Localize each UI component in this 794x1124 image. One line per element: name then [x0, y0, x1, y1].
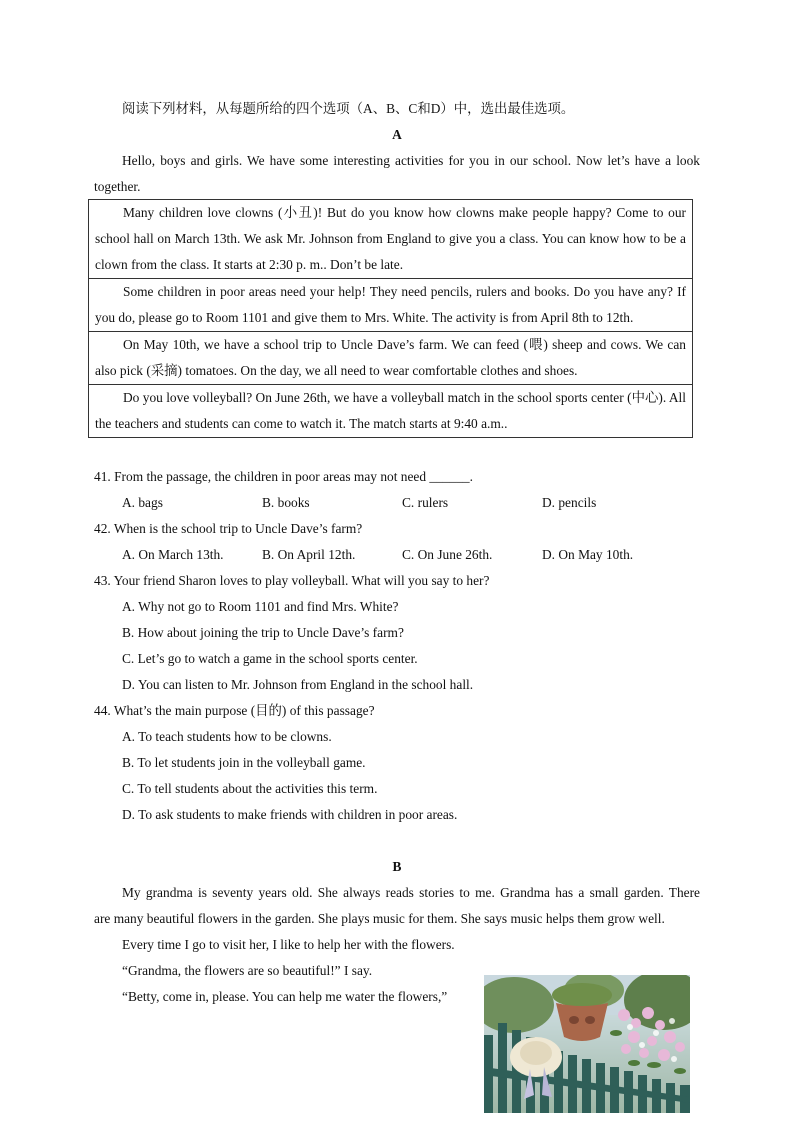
option-d[interactable]: D. pencils	[542, 495, 597, 510]
option-c[interactable]: C. To tell students about the activities this term.	[122, 781, 378, 796]
option-a[interactable]: A. Why not go to Room 1101 and find Mrs. White?	[122, 599, 399, 614]
question-43-stem: 43. Your friend Sharon loves to play volleyball. What will you say to her?	[94, 573, 490, 588]
option-c[interactable]: C. Let’s go to watch a game in the school sports center.	[122, 651, 418, 666]
passage-b-paragraph-4: “Betty, come in, please. You can help me water the flowers,”	[122, 989, 448, 1004]
activity-text-donation: Some children in poor areas need your help! They need pencils, rulers and books. Do you have any? If you do, please go to Room 1101 and give them to Mrs. White. The activity is from April 8th to 12th.	[95, 284, 686, 325]
option-a[interactable]: A. To teach students how to be clowns.	[122, 729, 332, 744]
activity-cell	[89, 385, 693, 438]
question-42-options	[122, 547, 682, 563]
passage-a-intro-line-2: together.	[94, 179, 141, 194]
activity-row-farm-trip	[89, 332, 693, 385]
passage-b-p1-line-1: My grandma is seventy years old. She always reads stories to me. Grandma has a small garden. There	[122, 885, 700, 900]
activity-text-clown: Many children love clowns (小丑)! But do you know how clowns make people happy? Come to our school hall on March 13th. We ask Mr. Johnson from England to give you a class. You can know how to be a clown from the class. It starts at 2:30 p. m.. Don’t be late.	[95, 205, 686, 272]
activity-text-farm-trip: On May 10th, we have a school trip to Uncle Dave’s farm. We can feed (喂) sheep and cows. We can also pick (采摘) tomatoes. On the day, we all need to wear comfortable clothes and shoes.	[95, 337, 686, 378]
activity-row-clown	[89, 200, 693, 279]
question-41-stem: 41. From the passage, the children in poor areas may not need ______.	[94, 469, 473, 484]
activities-table	[88, 199, 693, 438]
passage-b-paragraph-1	[122, 885, 700, 901]
activity-row-volleyball	[89, 385, 693, 438]
activity-cell	[89, 200, 693, 279]
garden-illustration	[484, 975, 690, 1113]
activity-cell	[89, 332, 693, 385]
option-b[interactable]: B. How about joining the trip to Uncle Dave’s farm?	[122, 625, 404, 640]
garden-photo	[484, 975, 690, 1113]
passage-b-paragraph-3: “Grandma, the flowers are so beautiful!” I say.	[122, 963, 373, 978]
question-44-stem: 44. What’s the main purpose (目的) of this passage?	[94, 703, 375, 718]
question-42-stem: 42. When is the school trip to Uncle Dave’s farm?	[94, 521, 363, 536]
option-a[interactable]: A. bags	[122, 495, 163, 510]
option-d[interactable]: D. You can listen to Mr. Johnson from England in the school hall.	[122, 677, 474, 692]
activity-text-volleyball: Do you love volleyball? On June 26th, we have a volleyball match in the school sports center (中心). All the teachers and students can come to watch it. The match starts at 9:40 a.m..	[95, 390, 686, 431]
option-a[interactable]: A. On March 13th.	[122, 547, 224, 562]
passage-a-intro	[122, 153, 700, 169]
option-b[interactable]: B. books	[262, 495, 310, 510]
option-b[interactable]: B. On April 12th.	[262, 547, 356, 562]
passage-b-p1-line-2: are many beautiful flowers in the garden. She plays music for them. She says music helps them grow well.	[94, 911, 665, 926]
passage-a-heading: A	[392, 127, 402, 142]
activity-row-donation	[89, 279, 693, 332]
passage-b-heading: B	[392, 859, 402, 874]
passage-b-paragraph-2: Every time I go to visit her, I like to help her with the flowers.	[122, 937, 455, 952]
passage-a-intro-line-1: Hello, boys and girls. We have some interesting activities for you in our school. Now let’s have a look	[122, 153, 700, 168]
option-d[interactable]: D. On May 10th.	[542, 547, 634, 562]
option-c[interactable]: C. rulers	[402, 495, 449, 510]
question-41-options	[122, 495, 682, 511]
activity-cell	[89, 279, 693, 332]
option-d[interactable]: D. To ask students to make friends with children in poor areas.	[122, 807, 458, 822]
reading-instruction: 阅读下列材料，从每题所给的四个选项（A、B、C和D）中，选出最佳选项。	[122, 101, 575, 116]
option-b[interactable]: B. To let students join in the volleyball game.	[122, 755, 366, 770]
option-c[interactable]: C. On June 26th.	[402, 547, 493, 562]
